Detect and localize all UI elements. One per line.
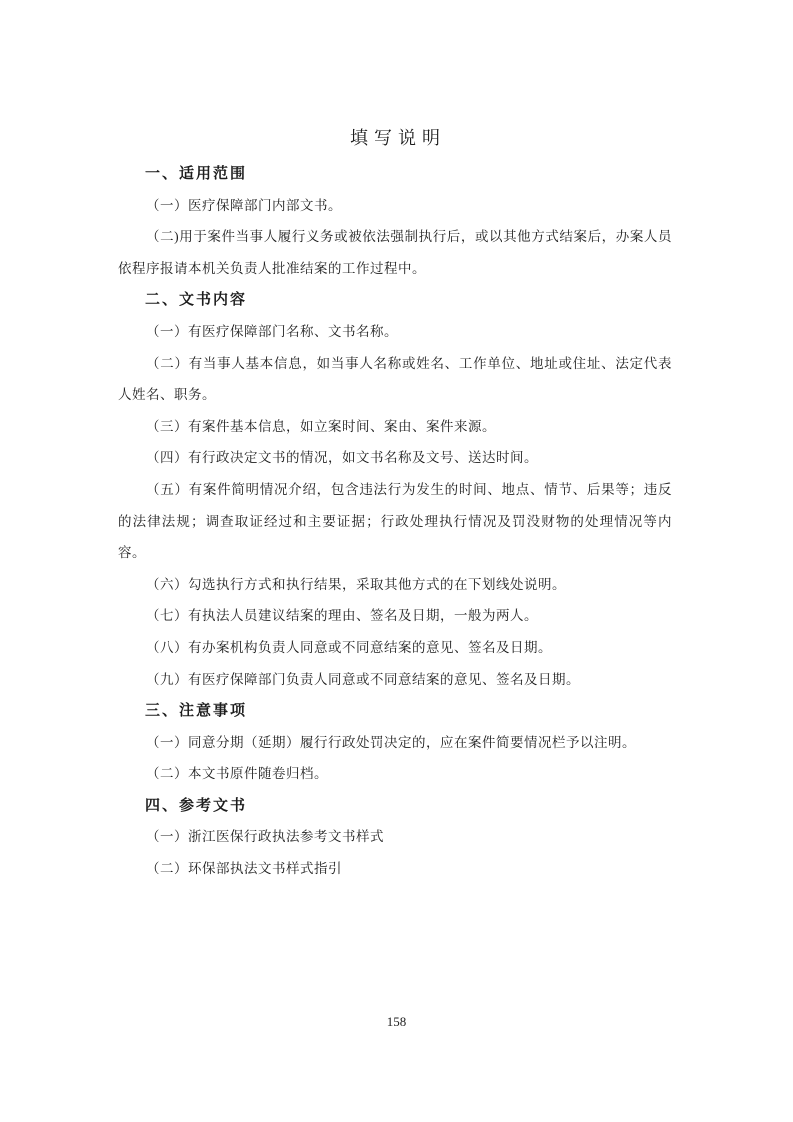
paragraph: （六）勾选执行方式和执行结果，采取其他方式的在下划线处说明。 bbox=[146, 576, 566, 592]
paragraph: （二）环保部执法文书样式指引 bbox=[146, 861, 342, 877]
document-body bbox=[118, 122, 672, 885]
paragraph: （五）有案件简明情况介绍，包含违法行为发生的时间、地点、情节、后果等；违反的法律法规；调查取证经过和主要证据；行政处理执行情况及罚没财物的处理情况等内容。 bbox=[118, 481, 672, 561]
paragraph: （二）本文书原件随卷归档。 bbox=[146, 766, 328, 782]
section-heading-references: 四、参考文书 bbox=[145, 796, 248, 814]
paragraph: （一）同意分期（延期）履行行政处罚决定的，应在案件简要情况栏予以注明。 bbox=[146, 734, 636, 750]
paragraph: （二)用于案件当事人履行义务或被依法强制执行后，或以其他方式结案后，办案人员依程序报请本机关负责人批准结案的工作过程中。 bbox=[118, 229, 672, 276]
paragraph: （九）有医疗保障部门负责人同意或不同意结案的意见、签名及日期。 bbox=[146, 671, 580, 687]
page-number: 158 bbox=[386, 1014, 407, 1029]
paragraph: （八）有办案机构负责人同意或不同意结案的意见、签名及日期。 bbox=[146, 639, 552, 655]
paragraph: （四）有行政决定文书的情况，如文书名称及文号、送达时间。 bbox=[146, 450, 538, 466]
section-heading-scope: 一、适用范围 bbox=[145, 165, 248, 182]
paragraph: （二）有当事人基本信息，如当事人名称或姓名、工作单位、地址或住址、法定代表人姓名、职务。 bbox=[118, 355, 672, 403]
section-heading-content: 二、文书内容 bbox=[145, 291, 248, 309]
paragraph: （一）浙江医保行政执法参考文书样式 bbox=[146, 829, 384, 845]
paragraph: （三）有案件基本信息，如立案时间、案由、案件来源。 bbox=[146, 418, 496, 434]
section-heading-notes: 三、注意事项 bbox=[145, 702, 248, 720]
paragraph: （七）有执法人员建议结案的理由、签名及日期，一般为两人。 bbox=[146, 608, 538, 624]
paragraph: （一）有医疗保障部门名称、文书名称。 bbox=[146, 323, 398, 339]
page-title: 填写说明 bbox=[350, 128, 446, 148]
paragraph: （一）医疗保障部门内部文书。 bbox=[146, 197, 342, 213]
